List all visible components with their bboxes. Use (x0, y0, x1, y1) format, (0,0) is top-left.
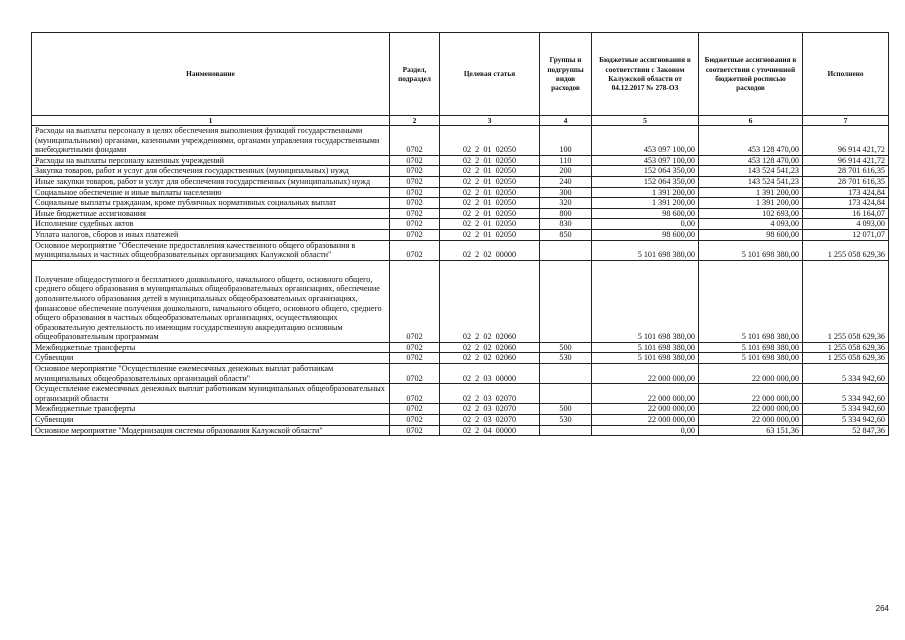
row-executed-cell: 5 334 942,60 (803, 415, 889, 426)
row-executed-cell: 12 071,07 (803, 229, 889, 240)
header-target: Целевая статья (440, 33, 540, 116)
row-target-cell: 02 2 02 02060 (440, 342, 540, 353)
header-budget-updated: Бюджетные ассигнования в соответствии с уточненной бюджетной росписью расходов (699, 33, 803, 116)
row-group-cell (540, 240, 592, 260)
row-target-cell: 02 2 01 02050 (440, 166, 540, 177)
column-number: 5 (592, 116, 699, 126)
row-budget-updated-cell: 143 524 541,23 (699, 166, 803, 177)
row-target-cell: 02 2 02 02060 (440, 353, 540, 364)
row-budget-updated-cell: 4 093,00 (699, 219, 803, 230)
row-section-cell: 0702 (390, 208, 440, 219)
row-name-cell: Основное мероприятие "Обеспечение предоставления качественного общего образования в муниципальных и частных общеобразовательных организациях Калужской области" (32, 240, 390, 260)
row-executed-cell: 16 164,07 (803, 208, 889, 219)
row-budget-updated-cell: 453 128 470,00 (699, 155, 803, 166)
row-executed-cell: 4 093,00 (803, 219, 889, 230)
row-section-cell: 0702 (390, 353, 440, 364)
row-section-cell: 0702 (390, 176, 440, 187)
table-row (32, 198, 889, 209)
row-executed-cell: 52 847,36 (803, 425, 889, 436)
row-budget-law-cell: 5 101 698 380,00 (592, 260, 699, 342)
row-budget-updated-cell: 1 391 200,00 (699, 187, 803, 198)
row-budget-law-cell: 22 000 000,00 (592, 404, 699, 415)
row-budget-updated-cell: 22 000 000,00 (699, 415, 803, 426)
row-executed-cell: 5 334 942,60 (803, 364, 889, 384)
table-row (32, 404, 889, 415)
row-budget-updated-cell: 22 000 000,00 (699, 404, 803, 415)
row-name-cell: Осуществление ежемесячных денежных выплат работникам муниципальных общеобразовательных организаций области (32, 384, 390, 404)
budget-table (31, 32, 889, 436)
row-executed-cell: 173 424,84 (803, 198, 889, 209)
table-row (32, 364, 889, 384)
column-number: 6 (699, 116, 803, 126)
row-group-cell: 200 (540, 166, 592, 177)
row-target-cell: 02 2 01 02050 (440, 198, 540, 209)
column-number: 2 (390, 116, 440, 126)
row-group-cell: 800 (540, 208, 592, 219)
row-budget-law-cell: 453 097 100,00 (592, 126, 699, 156)
table-row (32, 353, 889, 364)
table-row (32, 342, 889, 353)
row-target-cell: 02 2 01 02050 (440, 187, 540, 198)
row-budget-law-cell: 152 064 350,00 (592, 176, 699, 187)
row-group-cell: 500 (540, 342, 592, 353)
table-row (32, 260, 889, 342)
row-group-cell: 300 (540, 187, 592, 198)
row-budget-law-cell: 1 391 200,00 (592, 198, 699, 209)
row-budget-updated-cell: 63 151,36 (699, 425, 803, 436)
row-budget-updated-cell: 98 600,00 (699, 229, 803, 240)
column-number: 7 (803, 116, 889, 126)
row-group-cell (540, 425, 592, 436)
row-budget-updated-cell: 5 101 698 380,00 (699, 342, 803, 353)
row-budget-updated-cell: 22 000 000,00 (699, 384, 803, 404)
table-row (32, 166, 889, 177)
row-executed-cell: 1 255 058 629,36 (803, 342, 889, 353)
table-row (32, 384, 889, 404)
row-name-cell: Субвенции (32, 415, 390, 426)
row-budget-law-cell: 22 000 000,00 (592, 384, 699, 404)
table-row (32, 415, 889, 426)
row-section-cell: 0702 (390, 415, 440, 426)
row-group-cell: 850 (540, 229, 592, 240)
row-executed-cell: 1 255 058 629,36 (803, 240, 889, 260)
row-section-cell: 0702 (390, 229, 440, 240)
row-budget-law-cell: 22 000 000,00 (592, 415, 699, 426)
row-budget-law-cell: 5 101 698 380,00 (592, 353, 699, 364)
row-executed-cell: 1 255 058 629,36 (803, 353, 889, 364)
row-group-cell: 500 (540, 404, 592, 415)
row-executed-cell: 5 334 942,60 (803, 404, 889, 415)
row-budget-updated-cell: 22 000 000,00 (699, 364, 803, 384)
row-target-cell: 02 2 01 02050 (440, 176, 540, 187)
row-section-cell: 0702 (390, 166, 440, 177)
row-target-cell: 02 2 01 02050 (440, 219, 540, 230)
header-groups: Группы и подгруппы видов расходов (540, 33, 592, 116)
row-name-cell: Основное мероприятие "Модернизация системы образования Калужской области" (32, 425, 390, 436)
row-budget-law-cell: 453 097 100,00 (592, 155, 699, 166)
table-header-row (32, 33, 889, 116)
row-target-cell: 02 2 01 02050 (440, 229, 540, 240)
row-name-cell: Расходы на выплаты персоналу в целях обеспечения выполнения функций государственными (муниципальными) органами, казенными учреждениями, органами управления государственными внебюджетными фондами (32, 126, 390, 156)
row-target-cell: 02 2 03 02070 (440, 415, 540, 426)
row-target-cell: 02 2 01 02050 (440, 208, 540, 219)
row-executed-cell: 28 701 616,35 (803, 176, 889, 187)
row-name-cell: Основное мероприятие "Осуществление ежемесячных денежных выплат работникам муниципальных общеобразовательных организаций области" (32, 364, 390, 384)
row-target-cell: 02 2 03 00000 (440, 364, 540, 384)
row-section-cell: 0702 (390, 187, 440, 198)
row-name-cell: Исполнение судебных актов (32, 219, 390, 230)
header-section: Раздел, подраздел (390, 33, 440, 116)
header-budget-law: Бюджетные ассигнования в соответствии с Законом Калужской области от 04.12.2017 № 278-ОЗ (592, 33, 699, 116)
column-number: 3 (440, 116, 540, 126)
column-number: 4 (540, 116, 592, 126)
table-row (32, 208, 889, 219)
row-budget-updated-cell: 453 128 470,00 (699, 126, 803, 156)
row-target-cell: 02 2 03 02070 (440, 404, 540, 415)
row-budget-law-cell: 0,00 (592, 425, 699, 436)
row-target-cell: 02 2 02 00000 (440, 240, 540, 260)
row-budget-law-cell: 5 101 698 380,00 (592, 342, 699, 353)
row-budget-updated-cell: 5 101 698 380,00 (699, 353, 803, 364)
row-name-cell: Субвенции (32, 353, 390, 364)
table-row (32, 126, 889, 156)
row-group-cell: 830 (540, 219, 592, 230)
row-budget-law-cell: 98 600,00 (592, 229, 699, 240)
column-number: 1 (32, 116, 390, 126)
budget-report-page (31, 32, 888, 436)
header-executed: Исполнено (803, 33, 889, 116)
table-row (32, 176, 889, 187)
row-name-cell: Расходы на выплаты персоналу казенных учреждений (32, 155, 390, 166)
row-target-cell: 02 2 03 02070 (440, 384, 540, 404)
row-budget-updated-cell: 5 101 698 380,00 (699, 260, 803, 342)
row-target-cell: 02 2 01 02050 (440, 155, 540, 166)
column-number-row (32, 116, 889, 126)
row-group-cell: 240 (540, 176, 592, 187)
row-section-cell: 0702 (390, 342, 440, 353)
row-budget-law-cell: 22 000 000,00 (592, 364, 699, 384)
row-section-cell: 0702 (390, 404, 440, 415)
row-section-cell: 0702 (390, 260, 440, 342)
row-budget-updated-cell: 1 391 200,00 (699, 198, 803, 209)
row-section-cell: 0702 (390, 155, 440, 166)
row-executed-cell: 28 701 616,35 (803, 166, 889, 177)
row-target-cell: 02 2 01 02050 (440, 126, 540, 156)
table-row (32, 240, 889, 260)
row-group-cell: 530 (540, 415, 592, 426)
row-name-cell: Социальные выплаты гражданам, кроме публичных нормативных социальных выплат (32, 198, 390, 209)
row-budget-law-cell: 1 391 200,00 (592, 187, 699, 198)
row-group-cell: 530 (540, 353, 592, 364)
row-group-cell (540, 364, 592, 384)
table-row (32, 229, 889, 240)
table-row (32, 425, 889, 436)
row-group-cell: 320 (540, 198, 592, 209)
row-name-cell: Получение общедоступного и бесплатного дошкольного, начального общего, основного общего, среднего общего образования в муниципальных общеобразовательных организациях, обеспечение дополнительного образования детей в муниципальных общеобразовательных организациях, финансовое обеспечение получения дошкольного, начального общего, основного общего, среднего общего образования в частных общеобразовательных организациях, осуществляющих образовательную деятельность по имеющим государственную аккредитацию основным общеобразовательным программам (32, 260, 390, 342)
row-budget-updated-cell: 5 101 698 380,00 (699, 240, 803, 260)
header-name: Наименование (32, 33, 390, 116)
table-row (32, 219, 889, 230)
row-section-cell: 0702 (390, 364, 440, 384)
row-budget-law-cell: 98 600,00 (592, 208, 699, 219)
row-name-cell: Межбюджетные трансферты (32, 342, 390, 353)
row-executed-cell: 5 334 942,60 (803, 384, 889, 404)
row-target-cell: 02 2 02 02060 (440, 260, 540, 342)
row-section-cell: 0702 (390, 384, 440, 404)
row-section-cell: 0702 (390, 219, 440, 230)
table-body (32, 126, 889, 436)
row-group-cell: 110 (540, 155, 592, 166)
row-executed-cell: 96 914 421,72 (803, 155, 889, 166)
row-section-cell: 0702 (390, 126, 440, 156)
row-budget-updated-cell: 143 524 541,23 (699, 176, 803, 187)
row-executed-cell: 96 914 421,72 (803, 126, 889, 156)
row-budget-law-cell: 5 101 698 380,00 (592, 240, 699, 260)
row-target-cell: 02 2 04 00000 (440, 425, 540, 436)
row-name-cell: Иные бюджетные ассигнования (32, 208, 390, 219)
row-section-cell: 0702 (390, 425, 440, 436)
row-section-cell: 0702 (390, 198, 440, 209)
row-group-cell (540, 260, 592, 342)
row-name-cell: Межбюджетные трансферты (32, 404, 390, 415)
row-name-cell: Закупка товаров, работ и услуг для обеспечения государственных (муниципальных) нужд (32, 166, 390, 177)
table-row (32, 155, 889, 166)
row-budget-law-cell: 152 064 350,00 (592, 166, 699, 177)
row-executed-cell: 173 424,84 (803, 187, 889, 198)
row-executed-cell: 1 255 058 629,36 (803, 260, 889, 342)
row-name-cell: Уплата налогов, сборов и иных платежей (32, 229, 390, 240)
row-group-cell: 100 (540, 126, 592, 156)
row-budget-updated-cell: 102 693,00 (699, 208, 803, 219)
page-number: 264 (875, 604, 889, 613)
row-budget-law-cell: 0,00 (592, 219, 699, 230)
table-row (32, 187, 889, 198)
row-name-cell: Иные закупки товаров, работ и услуг для обеспечения государственных (муниципальных) нужд (32, 176, 390, 187)
row-section-cell: 0702 (390, 240, 440, 260)
row-name-cell: Социальное обеспечение и иные выплаты населению (32, 187, 390, 198)
row-group-cell (540, 384, 592, 404)
